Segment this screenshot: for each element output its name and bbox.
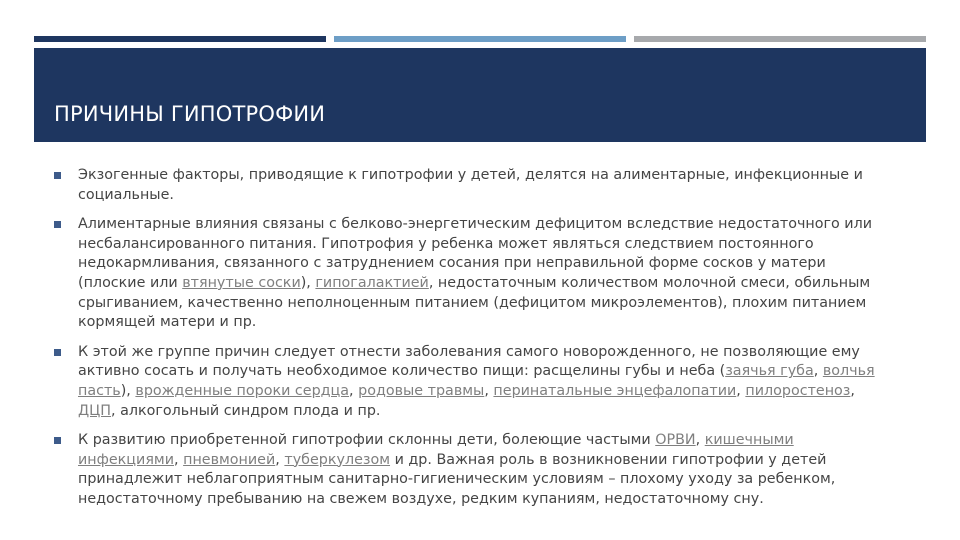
- decorative-bar-light-blue: [334, 36, 626, 42]
- bullet-text: ,: [813, 363, 823, 380]
- square-bullet-icon: [54, 221, 61, 228]
- link-perinatal-encephalopathy[interactable]: перинатальные энцефалопатии: [493, 382, 737, 399]
- bullet-item-3: [54, 343, 896, 421]
- bullet-text: , алкогольный синдром плода и пр.: [111, 402, 381, 419]
- link-cleft-lip[interactable]: заячья губа: [725, 363, 814, 380]
- bullet-text: ,: [695, 432, 705, 449]
- link-congenital-heart-defects[interactable]: врожденные пороки сердца: [135, 382, 350, 399]
- bullet-text: ,: [174, 451, 184, 468]
- bullet-text: К развитию приобретенной гипотрофии склонны дети, болеющие частыми: [78, 432, 656, 449]
- square-bullet-icon: [54, 172, 61, 179]
- link-hypogalactia[interactable]: гипогалактией: [315, 274, 429, 291]
- link-pneumonia[interactable]: пневмонией: [183, 451, 276, 468]
- bullet-text: ,: [850, 382, 855, 399]
- link-pyloric-stenosis[interactable]: пилоростеноз: [745, 382, 851, 399]
- bullet-text: Экзогенные факторы, приводящие к гипотрофии у детей, делятся на алиментарные, инфекционные и социальные.: [78, 167, 863, 203]
- bullet-item-4: [54, 431, 896, 509]
- bullet-text: ),: [120, 382, 136, 399]
- bullet-text: ,: [349, 382, 359, 399]
- bullet-item-1: [54, 166, 896, 205]
- title-band: [34, 48, 926, 142]
- bullet-text: ,: [484, 382, 494, 399]
- link-birth-injuries[interactable]: родовые травмы: [358, 382, 485, 399]
- bullet-list: [54, 166, 896, 520]
- link-cleft-palate[interactable]: волчья пасть: [78, 363, 875, 399]
- bullet-text: ,: [736, 382, 746, 399]
- square-bullet-icon: [54, 349, 61, 356]
- bullet-text: и др. Важная роль в возникновении гипотрофии у детей принадлежит неблагоприятным санитарно-гигиеническим условиям – плохому уходу за ребенком, недостаточному пребыванию на свежем воздухе, редким купаниям, недостаточному сну.: [78, 451, 836, 507]
- bullet-item-2: [54, 215, 896, 333]
- link-cerebral-palsy[interactable]: ДЦП: [78, 402, 112, 419]
- link-tuberculosis[interactable]: туберкулезом: [284, 451, 391, 468]
- link-arvi[interactable]: ОРВИ: [655, 432, 696, 449]
- bullet-text: Алиментарные влияния связаны с белково-энергетическим дефицитом вследствие недостаточного или несбалансированного питания. Гипотрофия у ребенка может являться следствием постоянного недокармливания, связанного с затруднением сосания при неправильной форме сосков у матери (плоские или: [78, 216, 873, 291]
- link-retracted-nipples[interactable]: втянутые соски: [182, 274, 301, 291]
- link-intestinal-infections[interactable]: кишечными инфекциями: [78, 432, 794, 468]
- bullet-text: К этой же группе причин следует отнести заболевания самого новорожденного, не позволяющие ему активно сосать и получать необходимое количество пищи: расщелины губы и неба (: [78, 343, 860, 380]
- bullet-text: , недостаточным количеством молочной смеси, обильным срыгиванием, качественно неполноценным питанием (дефицитом микроэлементов), плохим питанием кормящей матери и пр.: [78, 274, 871, 331]
- bullet-text: ),: [300, 274, 316, 291]
- square-bullet-icon: [54, 437, 61, 444]
- bullet-text: ,: [275, 451, 285, 468]
- decorative-bar-gray: [634, 36, 926, 42]
- slide-title: ПРИЧИНЫ ГИПОТРОФИИ: [54, 102, 326, 126]
- decorative-bar-dark: [34, 36, 326, 42]
